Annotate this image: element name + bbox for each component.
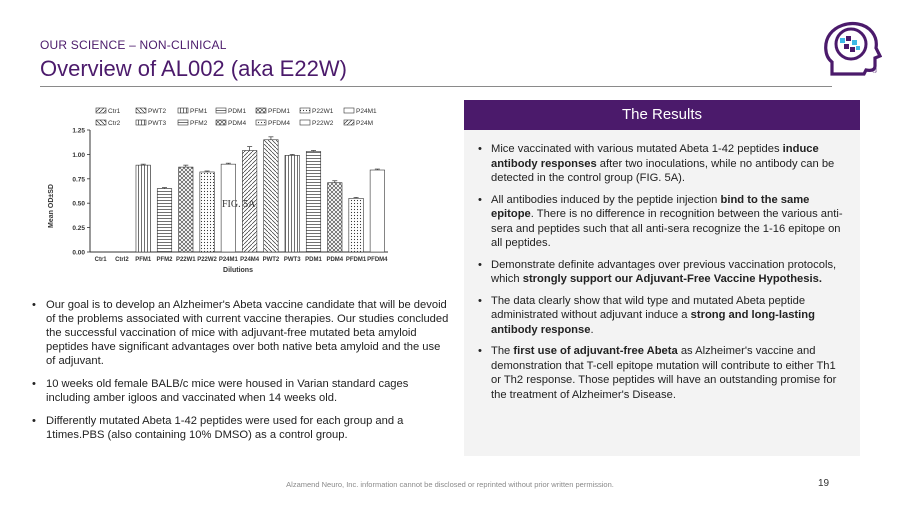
legend-swatch xyxy=(300,108,310,113)
legend-label: Ctr2 xyxy=(108,120,121,127)
legend-swatch xyxy=(216,120,226,125)
goal-bullets xyxy=(32,298,452,451)
chart-x-ticks xyxy=(95,257,389,263)
legend-swatch xyxy=(96,120,106,125)
legend-swatch xyxy=(216,108,226,113)
legend-label: PFDM1 xyxy=(268,108,291,115)
mice-bullet: • 10 weeks old female BALB/c mice were housed in Varian standard cages including amber igloos and vaccinated when 14 weeks old. xyxy=(32,377,452,405)
y-axis-label: Mean OD±SD xyxy=(48,184,55,228)
legend-label: PFDM4 xyxy=(268,120,291,127)
result-bullet xyxy=(478,142,846,186)
figure-caption: FIG. 5A xyxy=(222,199,256,210)
bar-pfdm4 xyxy=(370,170,384,252)
legend-label: PDM4 xyxy=(228,120,247,127)
x-tick-label: Ctrl2 xyxy=(115,257,129,263)
x-tick-label: PFDM4 xyxy=(367,257,388,263)
page-number: 19 xyxy=(818,478,830,489)
bar-pfm1 xyxy=(136,165,150,252)
legend-swatch xyxy=(256,120,266,125)
results-title: The Results xyxy=(464,100,860,130)
y-tick-label: 0.50 xyxy=(72,200,85,208)
x-tick-label: PWT3 xyxy=(283,257,301,263)
bar-pwt2 xyxy=(264,140,278,252)
result-bullet xyxy=(478,294,846,338)
chart-svg xyxy=(44,100,444,280)
chart-legend xyxy=(96,108,377,127)
legend-swatch xyxy=(136,120,146,125)
x-tick-label: P24M1 xyxy=(218,257,238,263)
bar-pwt3 xyxy=(285,155,299,252)
result-text: . There is no difference in recognition between the various anti-sera and peptides such that all anti-sera recognize the 1-16 epitope on all peptides. xyxy=(491,208,843,249)
result-emphasis: bind to the same epitope xyxy=(491,193,810,220)
legend-swatch xyxy=(96,108,106,113)
result-emphasis: strongly support our Adjuvant-Free Vaccine Hypothesis. xyxy=(522,273,822,285)
result-bullet xyxy=(478,344,846,402)
legend-label: P22W1 xyxy=(312,108,334,115)
result-text: after two inoculations, while no antibody can be detected in the control group (FIG. 5A). xyxy=(491,157,835,184)
result-text: Mice vaccinated with various mutated Abeta 1-42 peptides xyxy=(491,143,783,155)
legend-label: PWT3 xyxy=(148,120,167,127)
result-emphasis: first use of adjuvant-free Abeta xyxy=(513,345,678,357)
x-tick-label: P22W2 xyxy=(197,257,217,263)
y-tick-label: 1.00 xyxy=(72,151,85,159)
x-tick-label: PFM1 xyxy=(135,257,152,263)
head-brain-logo-icon xyxy=(818,18,882,82)
x-tick-label: Ctr1 xyxy=(94,257,107,263)
peptides-bullet: • Differently mutated Abeta 1-42 peptides were used for each group and a 1times.PBS (also containing 10% DMSO) as a control group. xyxy=(32,414,452,442)
y-tick-label: 0.00 xyxy=(72,249,85,257)
result-text: . xyxy=(590,323,594,336)
footer-disclaimer: Alzamend Neuro, Inc. information cannot be disclosed or reprinted without prior written permission. xyxy=(286,480,614,489)
y-tick-label: 0.75 xyxy=(72,176,85,184)
page-title: Overview of AL002 (aka E22W) xyxy=(40,56,347,81)
legend-swatch xyxy=(300,120,310,125)
x-axis-label: Dilutions xyxy=(223,267,253,274)
legend-swatch xyxy=(344,108,354,113)
x-tick-label: PFDM1 xyxy=(345,257,367,263)
bar-p22w1 xyxy=(179,167,193,252)
result-text: The data clearly show that wild type and mutated Abeta peptide administrated without adjuvant induce a xyxy=(491,294,806,321)
legend-swatch xyxy=(136,108,146,113)
result-text: as Alzheimer's vaccine and demonstration that T-cell epitope mutation will contribute to either Th1 or Th2 response. Those peptides will have an outstanding promise for the treatment of Alzheimer's Disease. xyxy=(491,345,837,401)
result-text: Demonstrate definite advantages over previous vaccination protocols, which xyxy=(491,258,837,285)
x-tick-label: P22W1 xyxy=(175,257,196,263)
bar-pfdm1 xyxy=(349,198,363,252)
bar-pdm1 xyxy=(306,151,320,252)
legend-swatch xyxy=(178,120,188,125)
result-text: The xyxy=(491,345,514,357)
registered-mark: ® xyxy=(872,68,878,75)
x-tick-label: PWT2 xyxy=(262,257,280,263)
legend-label: P22W2 xyxy=(312,120,334,127)
legend-swatch xyxy=(344,120,354,125)
antibody-response-chart xyxy=(44,100,444,280)
x-tick-label: P24M4 xyxy=(240,257,260,263)
x-tick-label: PFM2 xyxy=(156,257,173,263)
y-tick-label: 1.25 xyxy=(72,127,85,135)
legend-label: PFM2 xyxy=(190,120,208,127)
legend-label: P24M1 xyxy=(356,108,377,115)
result-text: All antibodies induced by the peptide injection xyxy=(491,193,721,206)
title-divider xyxy=(40,86,832,87)
legend-label: PWT2 xyxy=(148,108,167,115)
legend-label: PFM1 xyxy=(190,108,208,115)
x-tick-label: PDM1 xyxy=(305,257,322,263)
bar-pfm2 xyxy=(157,189,171,252)
legend-swatch xyxy=(178,108,188,113)
bar-p22w2 xyxy=(200,172,214,252)
legend-label: Ctr1 xyxy=(108,108,121,115)
goal-bullet: • Our goal is to develop an Alzheimer's Abeta vaccine candidate that will be devoid of the problems associated with current vaccine therapies. Our studies concluded the successful vaccination of mice with adjuvant-free mutated beta amyloid peptides have significant advantages over both native beta amyloid and the use of adjuvant. xyxy=(32,298,452,368)
result-bullet xyxy=(478,193,846,251)
results-panel xyxy=(464,100,860,456)
y-tick-label: 0.25 xyxy=(72,225,85,233)
section-label: OUR SCIENCE – NON-CLINICAL xyxy=(40,38,227,52)
results-list xyxy=(464,130,860,402)
result-emphasis: induce antibody responses xyxy=(491,143,819,170)
result-emphasis: strong and long-lasting antibody response xyxy=(491,309,815,336)
chart-bars xyxy=(136,137,385,252)
bar-pdm4 xyxy=(328,183,342,252)
x-tick-label: PDM4 xyxy=(326,257,344,263)
result-bullet xyxy=(478,258,846,287)
legend-swatch xyxy=(256,108,266,113)
legend-label: P24M xyxy=(356,120,373,127)
legend-label: PDM1 xyxy=(228,108,247,115)
